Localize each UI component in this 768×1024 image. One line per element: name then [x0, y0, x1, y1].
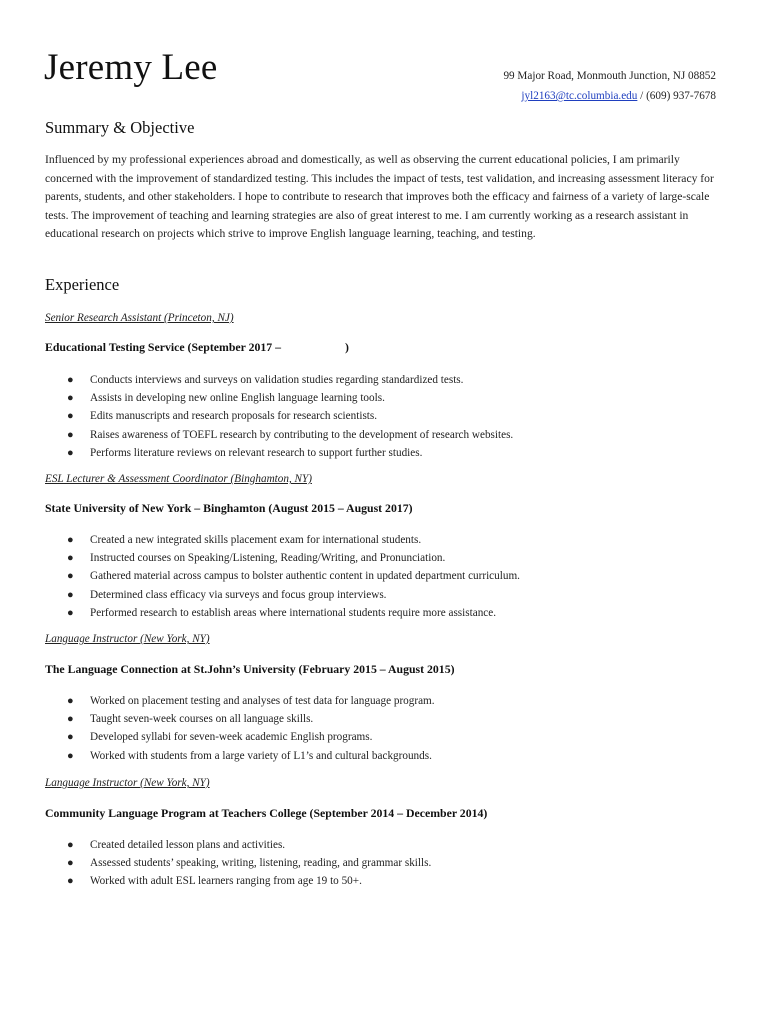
duty-text: Conducts interviews and surveys on validation studies regarding standardized tests.	[90, 374, 464, 386]
applicant-name: Jeremy Lee	[44, 47, 218, 88]
job-organization: The Language Connection at St.John’s University (February 2015 – August 2015)	[45, 662, 455, 676]
bullet-icon: ●	[67, 695, 74, 707]
duty-text: Assists in developing new online English language learning tools.	[90, 392, 385, 405]
list-item	[58, 549, 520, 567]
email-link[interactable]: jyl2163@tc.columbia.edu	[521, 90, 638, 102]
job-duties-list	[58, 692, 435, 765]
job-role: ESL Lecturer & Assessment Coordinator (Binghamton, NY)	[45, 473, 312, 485]
list-item	[58, 389, 513, 407]
bullet-icon: ●	[67, 428, 74, 441]
bullet-icon: ●	[67, 588, 74, 601]
duty-text: Worked with adult ESL learners ranging from age 19 to 50+.	[90, 875, 362, 888]
list-item	[58, 371, 513, 389]
contact-block	[503, 66, 716, 106]
bullet-icon: ●	[67, 713, 74, 726]
bullet-icon: ●	[67, 392, 74, 405]
duty-text: Worked with students from a large variety of L1’s and cultural backgrounds.	[90, 749, 432, 762]
list-item	[58, 692, 435, 710]
bullet-icon: ●	[67, 446, 74, 459]
bullet-icon: ●	[67, 839, 74, 851]
list-item	[58, 586, 520, 604]
duty-text: Instructed courses on Speaking/Listening, Reading/Writing, and Pronunciation.	[90, 552, 446, 565]
bullet-icon: ●	[67, 570, 74, 583]
duty-text: Determined class efficacy via surveys and focus group interviews.	[90, 588, 387, 601]
job-role: Language Instructor (New York, NY)	[45, 633, 210, 645]
duty-text: Worked on placement testing and analyses of test data for language program.	[90, 695, 435, 707]
experience-heading: Experience	[45, 275, 120, 294]
phone: (609) 937-7678	[646, 90, 716, 102]
job-role: Senior Research Assistant (Princeton, NJ)	[45, 312, 234, 324]
list-item	[58, 872, 431, 890]
bullet-icon: ●	[67, 857, 74, 870]
bullet-icon: ●	[67, 410, 74, 423]
duty-text: Created detailed lesson plans and activities.	[90, 839, 286, 851]
list-item	[58, 407, 513, 425]
address: 99 Major Road, Monmouth Junction, NJ 08852	[503, 70, 716, 82]
job-duties-list	[58, 531, 520, 622]
bullet-icon: ●	[67, 731, 74, 744]
job-role: Language Instructor (New York, NY)	[45, 777, 210, 789]
list-item	[58, 444, 513, 462]
bullet-icon: ●	[67, 374, 74, 386]
list-item	[58, 710, 435, 728]
duty-text: Performed research to establish areas where international students require more assistance.	[90, 606, 497, 619]
list-item	[58, 854, 431, 872]
list-item	[58, 604, 520, 622]
bullet-icon: ●	[67, 875, 74, 888]
job-organization-end: )	[345, 340, 349, 354]
list-item	[58, 836, 431, 854]
job-organization: State University of New York – Binghamton (August 2015 – August 2017)	[45, 501, 413, 515]
bullet-icon: ●	[67, 606, 74, 619]
job-duties-list	[58, 836, 431, 891]
job-organization: Community Language Program at Teachers College (September 2014 – December 2014)	[45, 806, 488, 820]
duty-text: Developed syllabi for seven-week academic English programs.	[90, 731, 373, 744]
list-item	[58, 531, 520, 549]
job-organization-text: Educational Testing Service (September 2017 –	[45, 340, 282, 354]
duty-text: Raises awareness of TOEFL research by contributing to the development of research websites.	[90, 428, 514, 441]
bullet-icon: ●	[67, 749, 74, 762]
summary-text: Influenced by my professional experiences abroad and domestically, as well as observing the current educational policies, I am primarily concerned with the improvement of standardized testing. This includes the impact of tests, test validation, and increasing assessment literacy for parents, students, and other stakeholders. I hope to contribute to research that improves both the efficacy and fairness of a variety of large-scale tests. The improvement of teaching and learning strategies are also of great interest to me. I am currently working as a research assistant in educational research on projects which strive to improve English language learning, teaching, and testing.	[45, 153, 714, 240]
contact-separator: /	[637, 90, 647, 102]
duty-text: Taught seven-week courses on all language skills.	[90, 713, 314, 726]
list-item	[58, 426, 513, 444]
summary-heading: Summary & Objective	[45, 118, 195, 137]
job-organization	[45, 340, 349, 355]
bullet-icon: ●	[67, 552, 74, 565]
list-item	[58, 567, 520, 585]
duty-text: Created a new integrated skills placement exam for international students.	[90, 534, 422, 546]
duty-text: Assessed students’ speaking, writing, listening, reading, and grammar skills.	[90, 857, 432, 870]
duty-text: Gathered material across campus to bolster authentic content in updated department curriculum.	[90, 570, 520, 583]
email-phone-line	[503, 86, 716, 106]
duty-text: Edits manuscripts and research proposals for research scientists.	[90, 410, 378, 423]
duty-text: Performs literature reviews on relevant research to support further studies.	[90, 446, 423, 459]
bullet-icon: ●	[67, 534, 74, 546]
job-duties-list	[58, 371, 513, 462]
list-item	[58, 728, 435, 746]
list-item	[58, 747, 435, 765]
